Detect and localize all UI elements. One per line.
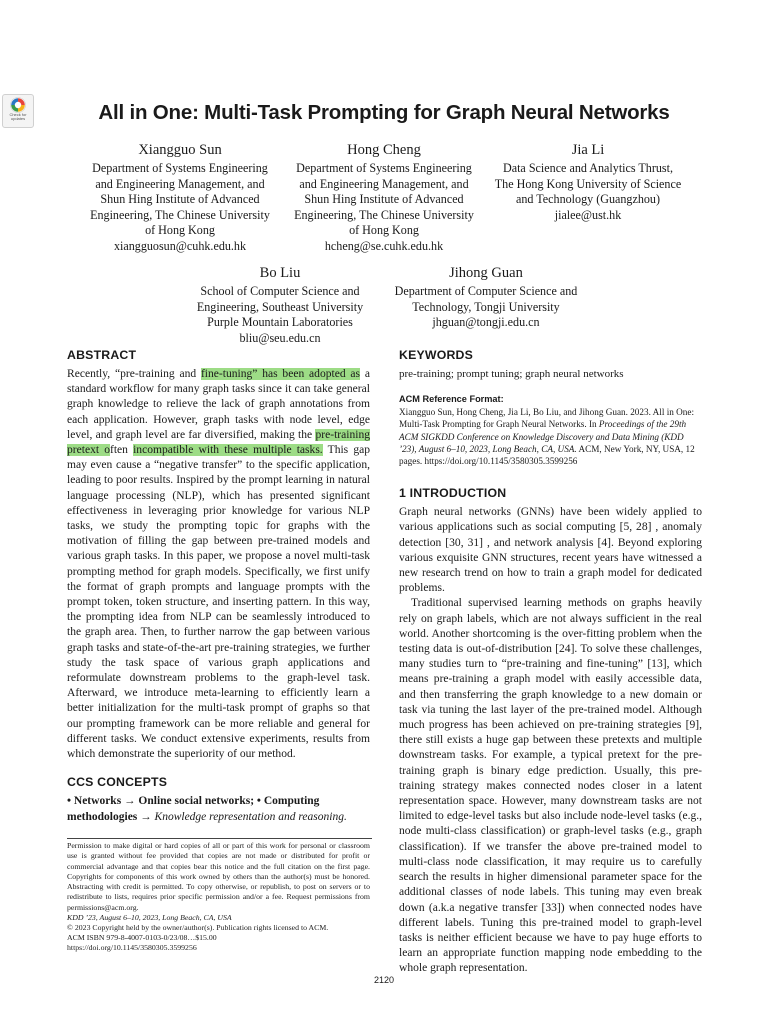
affiliation-line: Department of Systems Engineering xyxy=(92,161,268,175)
acm-ref-part: Xiangguo Sun, Hong Cheng, Jia Li, Bo Liu, and Jihong Guan. 2023. All in One: Multi-Task Prompting for Graph Neural Networks. In xyxy=(399,407,695,430)
author-email[interactable]: xiangguosun@cuhk.edu.hk xyxy=(113,238,247,253)
author-name: Xiangguo Sun xyxy=(138,142,222,158)
abstract-heading: ABSTRACT xyxy=(67,348,137,362)
acm-ref-heading: ACM Reference Format: xyxy=(399,394,504,405)
abstract-segment: Recently, “pre-training and xyxy=(67,368,201,380)
affiliation-line: of Hong Kong xyxy=(145,223,215,238)
highlight-annotation[interactable]: incompatible with these multiple tasks. xyxy=(133,444,323,457)
affiliation-line: Engineering, The Chinese University xyxy=(90,207,270,222)
paper-title: All in One: Multi-Task Prompting for Graph Neural Networks xyxy=(98,101,670,124)
affiliation-line: Data Science and Analytics Thrust, xyxy=(502,161,674,175)
affiliation-line: of Hong Kong xyxy=(349,223,419,238)
affiliation-line: and Technology (Guangzhou) xyxy=(515,192,660,207)
affiliation-line: Engineering, Southeast University xyxy=(196,299,364,314)
affiliation-line: Engineering, The Chinese University xyxy=(294,207,474,222)
author-email[interactable]: jhguan@tongji.edu.cn xyxy=(432,315,540,330)
ccs-italic-part: Knowledge representation and reasoning. xyxy=(154,810,347,823)
acm-ref-body xyxy=(399,406,702,467)
right-column xyxy=(399,348,702,977)
author-block-3 xyxy=(488,141,688,223)
author-name: Bo Liu xyxy=(259,265,301,281)
highlight-annotation[interactable]: pre-training pretext o xyxy=(67,428,370,457)
ccs-heading: CCS CONCEPTS xyxy=(67,775,168,790)
acm-ref-proceedings: Proceedings of the 29th ACM SIGKDD Conference on Knowledge Discovery and Data Mining (KDD ’23), August 6–10, 2023, Long Beach, CA, USA. xyxy=(399,419,687,454)
highlight-annotation[interactable]: fine-tuning” has been adopted as xyxy=(200,368,361,380)
author-name: Jia Li xyxy=(571,142,605,158)
author-block-2 xyxy=(284,141,484,255)
affiliation-line: Purple Mountain Laboratories xyxy=(207,315,353,330)
author-block-5 xyxy=(386,264,586,331)
intro-paragraph-2: Traditional supervised learning methods on graphs heavily rely on graph labels, which are not always sufficient in the real world. Another shortcoming is the over-fitting problem when the testing data is out-of-distribution [24]. To solve these challenges, many studies turn to “pre-training and fine-tuning” [13], which means pre-training a graph model with easily accessible data, and then transferring the graph knowledge to a new domain or task via tuning the last layer of the pre-trained model. Although much progress has been achieved on pre-training strategies [9], there still exists a huge gap between these pretexts and multiple downstream tasks. For example, a typical pretext for the pre-training graph is binary edge prediction. Usually, this pre-training strategy makes connected nodes closer in a latent representation space. However, many downstream tasks are not limited to edge-level tasks but also include node-level tasks (e.g., node multi-class classification) or graph-level tasks (e.g., graph classification). If we transfer the above pre-trained model to multi-class node classification, it may require us to carefully search the results in higher dimensional parameter space for the additional classes of node labels. This tuning may even break down (a.k.a negative transfer [33]) when connected nodes have different labels. Tuning this pre-trained model to graph-level tasks is neither efficient because we have to pay huge efforts to learn an appropriate function mapping node embedding to the whole graph representation. xyxy=(399,597,702,975)
affiliation-line: Technology, Tongji University xyxy=(412,299,560,314)
ccs-concepts xyxy=(67,794,370,825)
copyright-line: © 2023 Copyright held by the owner/author(s). Publication rights licensed to ACM. xyxy=(67,922,329,932)
author-block-4 xyxy=(180,264,380,346)
isbn-line: ACM ISBN 979-8-4007-0103-0/23/08…$15.00 xyxy=(67,933,217,943)
ccs-bold-part: • Networks → Online social networks; • Computing methodologies → xyxy=(67,795,320,823)
intro-heading: 1 INTRODUCTION xyxy=(399,486,507,501)
keywords-heading: KEYWORDS xyxy=(399,348,474,362)
affiliation-line: Department of Systems Engineering xyxy=(296,161,472,175)
author-email[interactable]: hcheng@se.cuhk.edu.hk xyxy=(324,238,444,253)
author-email[interactable]: bliu@seu.edu.cn xyxy=(239,330,321,345)
acm-ref-part: ACM, New York, NY, USA, 12 pages. https://doi.org/10.1145/3580305.3599256 xyxy=(399,443,695,467)
abstract-segment: This gap may even cause a “negative transfer” to the specific application, leading to poor results. Inspired by the prompt learning in natural language processing (NLP), which has presented significant effectiveness in leveraging prior knowledge for various NLP tasks, we study the prompting topic for graphs with the motivation of filling the gap between pre-trained models and various graph tasks. In this paper, we propose a novel multi-task prompting method for graph models. Specifically, we first unify the format of graph prompts and language prompts with the prompt token, token structure, and inserting pattern. In this way, the prompting idea from NLP can be seamlessly introduced to the graph area. Then, to further narrow the gap between various graph tasks and state-of-the-art pre-training strategies, we further study the task space of various graph applications and reformulate downstream problems to the graph-level task. Afterward, we introduce meta-learning to efficiently learn a better initialization for the multi-task prompt of graphs so that our prompting framework can be more reliable and general for different tasks. We conduct extensive experiments, results from which demonstrate the superiority of our method. xyxy=(67,444,370,761)
affiliation-line: Department of Computer Science and xyxy=(394,284,578,298)
doi-link[interactable]: https://doi.org/10.1145/3580305.3599256 xyxy=(67,943,197,953)
affiliation-line: Shun Hing Institute of Advanced xyxy=(304,192,464,207)
affiliation-line: and Engineering Management, and xyxy=(299,176,469,191)
author-email[interactable]: jialee@ust.hk xyxy=(554,207,622,222)
abstract-segment: a standard workflow for many graph tasks since it can take general graph knowledge to relieve the lack of graph annotations from each application. However, graph tasks with node level, edge level, and graph level are far diversified, making the xyxy=(67,368,370,441)
affiliation-line: Shun Hing Institute of Advanced xyxy=(100,192,260,207)
affiliation-line: The Hong Kong University of Science xyxy=(494,176,682,191)
author-name: Jihong Guan xyxy=(449,265,523,281)
venue-line: KDD ’23, August 6–10, 2023, Long Beach, CA, USA xyxy=(67,912,232,922)
affiliation-line: and Engineering Management, and xyxy=(95,176,265,191)
keywords-text: pre-training; prompt tuning; graph neural networks xyxy=(399,368,624,380)
footnote-divider xyxy=(67,838,372,839)
author-block-1 xyxy=(80,141,280,255)
abstract-text xyxy=(67,367,370,762)
affiliation-line: School of Computer Science and xyxy=(200,284,360,298)
badge-label: Check for updates xyxy=(9,112,27,122)
intro-paragraph-1: Graph neural networks (GNNs) have been widely applied to various applications such as social computing [5, 28] , anomaly detection [30, 31] , and network analysis [4]. Beyond exploring various exquisite GNN structures, recent years have witnessed a new research trend on how to train a graph model for dedicated problems. xyxy=(399,506,702,595)
left-column xyxy=(67,348,370,954)
abstract-segment: ften xyxy=(109,444,134,457)
permission-notice: Permission to make digital or hard copies of all or part of this work for personal or classroom use is granted without fee provided that copies are not made or distributed for profit or commercial advantage and that copies bear this notice and the full citation on the first page. Copyrights for components of this work owned by others than the author(s) must be honored. Abstracting with credit is permitted. To copy otherwise, or republish, to post on servers or to redistribute to lists, requires prior specific permission and/or a fee. Request permissions from permissions@acm.org. xyxy=(67,841,370,912)
author-name: Hong Cheng xyxy=(347,142,421,158)
page-number: 2120 xyxy=(373,975,395,985)
